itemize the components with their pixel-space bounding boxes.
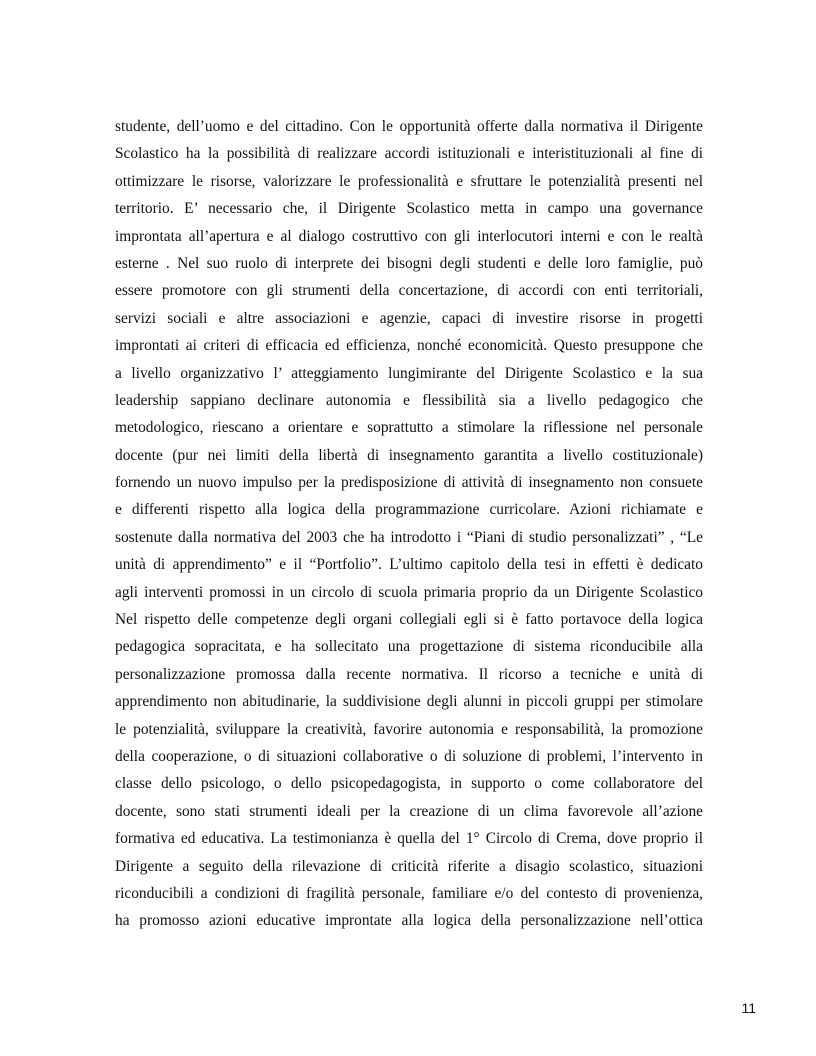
- text-line: metodologico, riescano a orientare e soprattutto a stimolare la riflessione nel personale: [115, 419, 703, 437]
- text-line: e differenti rispetto alla logica della programmazione curricolare. Azioni richiamate e: [115, 501, 703, 519]
- text-line: territorio. E’ necessario che, il Dirigente Scolastico metta in campo una governance: [115, 200, 703, 218]
- text-line: ottimizzare le risorse, valorizzare le professionalità e sfruttare le potenzialità presenti nel: [115, 172, 703, 190]
- text-line: essere promotore con gli strumenti della concertazione, di accordi con enti territoriali,: [115, 282, 703, 300]
- text-line: studente, dell’uomo e del cittadino. Con le opportunità offerte dalla normativa il Dirigente: [115, 118, 703, 135]
- text-line: riconducibili a condizioni di fragilità personale, familiare e/o del contesto di provenienza,: [115, 884, 703, 902]
- text-line: improntati ai criteri di efficacia ed efficienza, nonché economicità. Questo presuppone che: [115, 337, 703, 355]
- text-line: formativa ed educativa. La testimonianza è quella del 1° Circolo di Crema, dove proprio il: [115, 830, 703, 848]
- text-line: esterne . Nel suo ruolo di interprete dei bisogni degli studenti e delle loro famiglie, può: [115, 254, 703, 272]
- text-line: Nel rispetto delle competenze degli organi collegiali egli si è fatto portavoce della logica: [115, 611, 703, 629]
- page-number: 11: [741, 1000, 756, 1016]
- text-line: unità di apprendimento” e il “Portfolio”. L’ultimo capitolo della tesi in effetti è dedicato: [115, 556, 703, 574]
- text-line: della cooperazione, o di situazioni collaborative o di soluzione di problemi, l’intervento in: [115, 747, 703, 765]
- text-line: fornendo un nuovo impulso per la predisposizione di attività di insegnamento non consuete: [115, 474, 703, 492]
- text-line: sostenute dalla normativa del 2003 che ha introdotto i “Piani di studio personalizzati” , “Le: [115, 528, 703, 546]
- text-line: a livello organizzativo l’ atteggiamento lungimirante del Dirigente Scolastico e la sua: [115, 364, 703, 382]
- text-line: personalizzazione promossa dalla recente normativa. Il ricorso a tecniche e unità di: [115, 665, 703, 683]
- text-line: classe dello psicologo, o dello psicopedagogista, in supporto o come collaboratore del: [115, 775, 703, 793]
- text-line: le potenzialità, sviluppare la creatività, favorire autonomia e responsabilità, la promozione: [115, 720, 703, 738]
- text-line: agli interventi promossi in un circolo di scuola primaria proprio da un Dirigente Scolastico: [115, 583, 703, 601]
- text-line: improntata all’apertura e al dialogo costruttivo con gli interlocutori interni e con le realtà: [115, 227, 703, 245]
- text-line: leadership sappiano declinare autonomia e flessibilità sia a livello pedagogico che: [115, 391, 703, 409]
- text-line: servizi sociali e altre associazioni e agenzie, capaci di investire risorse in progetti: [115, 309, 703, 327]
- text-line: Scolastico ha la possibilità di realizzare accordi istituzionali e interistituzionali al fine di: [115, 145, 703, 163]
- text-line: docente (pur nei limiti della libertà di insegnamento garantita a livello costituzionale): [115, 446, 703, 464]
- text-line: pedagogica sopracitata, e ha sollecitato una progettazione di sistema riconducibile alla: [115, 638, 703, 656]
- body-paragraph: [115, 113, 703, 935]
- text-line: apprendimento non abitudinarie, la suddivisione degli alunni in piccoli gruppi per stimolare: [115, 693, 703, 711]
- text-line: Dirigente a seguito della rilevazione di criticità riferite a disagio scolastico, situazioni: [115, 857, 703, 875]
- text-line: ha promosso azioni educative improntate alla logica della personalizzazione nell’ottica: [115, 912, 703, 930]
- text-line: docente, sono stati strumenti ideali per la creazione di un clima favorevole all’azione: [115, 802, 703, 820]
